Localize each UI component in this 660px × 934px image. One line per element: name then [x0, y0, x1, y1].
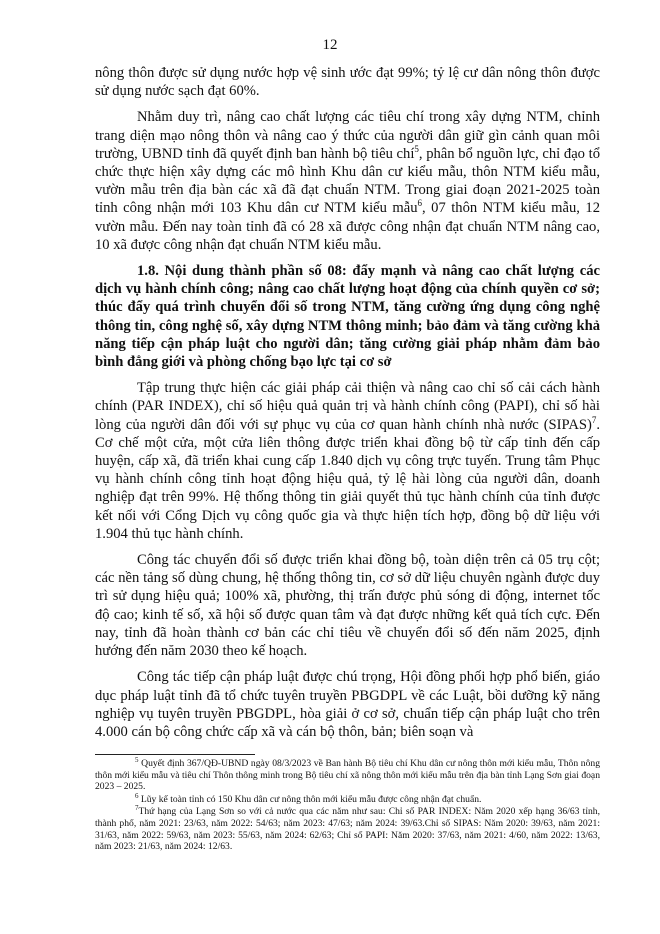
page-number: 12 [322, 37, 338, 53]
paragraph-text: , phân bổ nguồn lực, chỉ đạo tổ chức thực hiện xây dựng các mô hình Khu dân cư kiểu mẫu, thôn NTM kiểu mẫu, vườn mẫu trên địa bàn các xã đã đạt chuẩn NTM. Trong giai đoạn 2021-2025 toàn tỉnh công nhận mới 103 Khu dân cư NTM kiểu mẫu [95, 145, 600, 217]
footnotes [95, 755, 600, 854]
footnote-text: Thứ hạng của Lạng Sơn so với cả nước qua các năm như sau: Chỉ số PAR INDEX: Năm 2020 xếp hạng 36/63 tỉnh, thành phố, năm 2021: 23/63, năm 2022: 54/63; năm 2023: 47/63; năm 2024: 39/63.Chỉ số SIPAS: Năm 2020: 39/63, năm 2021: 31/63, năm 2022: 59/63, năm 2023: 55/63, năm 2024: 62/63; Chỉ số PAPI: Năm 2020: 37/63, năm 2021: 4/60, năm 2022: 13/63, năm 2023: 21/63, năm 2024: 12/63. [95, 806, 600, 853]
footnote-7 [95, 806, 600, 852]
footnote-text: Lũy kế toàn tỉnh có 150 Khu dân cư nông thôn mới kiểu mẫu được công nhận đạt chuẩn. [138, 793, 482, 805]
footnote-5 [95, 755, 600, 793]
paragraph-admin-reform [95, 379, 600, 543]
footnote-ref-5[interactable]: 5 [414, 143, 419, 154]
footnote-mark: 5 [135, 755, 139, 764]
footnote-text: Quyết định 367/QĐ-UBND ngày 08/3/2023 về Ban hành Bộ tiêu chí Khu dân cư nông thôn mới kiểu mẫu, Thôn nông thôn mới kiểu mẫu và tiêu chí Thôn thông minh trong Bộ tiêu chí xã nông thôn mới kiểu mẫu trên địa bàn tỉnh Lạng Sơn giai đoạn 2023 – 2025. [95, 758, 600, 793]
section-heading: 1.8. Nội dung thành phần số 08: đẩy mạnh và nâng cao chất lượng các dịch vụ hành chính công; nâng cao chất lượng hoạt động của chính quyền cơ sở; thúc đẩy quá trình chuyển đổi số trong NTM, tăng cường ứng dụng công nghệ thông tin, công nghệ số, xây dựng NTM thông minh; bảo đảm và tăng cường khả năng tiếp cận pháp luật cho người dân; tăng cường giải pháp nhằm đảm bảo bình đẳng giới và phòng chống bạo lực tại cơ sở [95, 263, 600, 371]
footnote-ref-6[interactable]: 6 [417, 198, 423, 209]
paragraph-text: Nhằm duy trì, nâng cao chất lượng các tiêu chí trong xây dựng NTM, chỉnh trang diện mạo nông thôn và nâng cao ý thức của người dân giữ gìn cảnh quan môi trường, UBND tỉnh đã quyết định ban hành bộ tiêu chí [95, 109, 600, 162]
paragraph-legal-access: Công tác tiếp cận pháp luật được chú trọng, Hội đồng phối hợp phổ biến, giáo dục pháp luật tỉnh đã tổ chức tuyên truyền PBGDPL về các Luật, bồi dưỡng kỹ năng nghiệp vụ tuyên truyền PBGDPL, hòa giải ở cơ sở, chuẩn tiếp cận pháp luật cho trên 4.000 cán bộ công chức cấp xã và cán bộ thôn, bản; biên soạn và [95, 669, 600, 740]
footnote-mark: 7 [135, 804, 139, 813]
footnote-ref-7[interactable]: 7 [591, 414, 597, 425]
paragraph-digital-transformation: Công tác chuyển đổi số được triển khai đồng bộ, toàn diện trên cả 05 trụ cột; các nền tảng số dùng chung, hệ thống thông tin, cơ sở dữ liệu chuyên ngành được duy trì sử dụng hiệu quả; 100% xã, phường, thị trấn được phủ sóng di động, internet tốc độ cao; kinh tế số, xã hội số được quan tâm và đạt được những kết quả tích cực. Đến nay, tỉnh đã hoàn thành cơ bản các chỉ tiêu về chuyển đổi số đến năm 2025, định hướng đến năm 2030 theo kế hoạch. [95, 552, 600, 660]
footnote-mark: 6 [135, 791, 139, 800]
paragraph-text: . Cơ chế một cửa, một cửa liên thông được triển khai đồng bộ từ cấp tỉnh đến cấp huyện, cấp xã, đã triển khai cung cấp 1.840 dịch vụ công trực tuyến. Trung tâm Phục vụ hành chính công tỉnh hoạt động hiệu quả, tỷ lệ hài lòng của người dân, doanh nghiệp đạt trên 99%. Hệ thống thông tin giải quyết thủ tục hành chính của tỉnh được kết nối với Cổng Dịch vụ công quốc gia và thực hiện tích hợp, đồng bộ dữ liệu với 1.904 thủ tục hành chính. [95, 416, 600, 542]
paragraph-text: Tập trung thực hiện các giải pháp cải thiện và nâng cao chỉ số cải cách hành chính (PAR INDEX), chỉ số hiệu quả quản trị và hành chính công (PAPI), chỉ số hài lòng của người dân đối với sự phục vụ của cơ quan hành chính nhà nước (SIPAS) [95, 380, 600, 433]
paragraph-continuation: nông thôn được sử dụng nước hợp vệ sinh ước đạt 99%; tỷ lệ cư dân nông thôn được sử dụng nước sạch đạt 60%. [95, 65, 600, 100]
body-text [95, 64, 600, 749]
footnote-divider [95, 754, 255, 755]
paragraph-model-criteria [95, 108, 600, 254]
paragraph-text: , 07 thôn NTM kiểu mẫu, 12 vườn mẫu. Đến nay toàn tỉnh đã có 28 xã được công nhận đạt chuẩn NTM nâng cao, 10 xã được công nhận đạt chuẩn NTM kiểu mẫu. [95, 200, 600, 253]
footnote-6 [95, 791, 600, 806]
